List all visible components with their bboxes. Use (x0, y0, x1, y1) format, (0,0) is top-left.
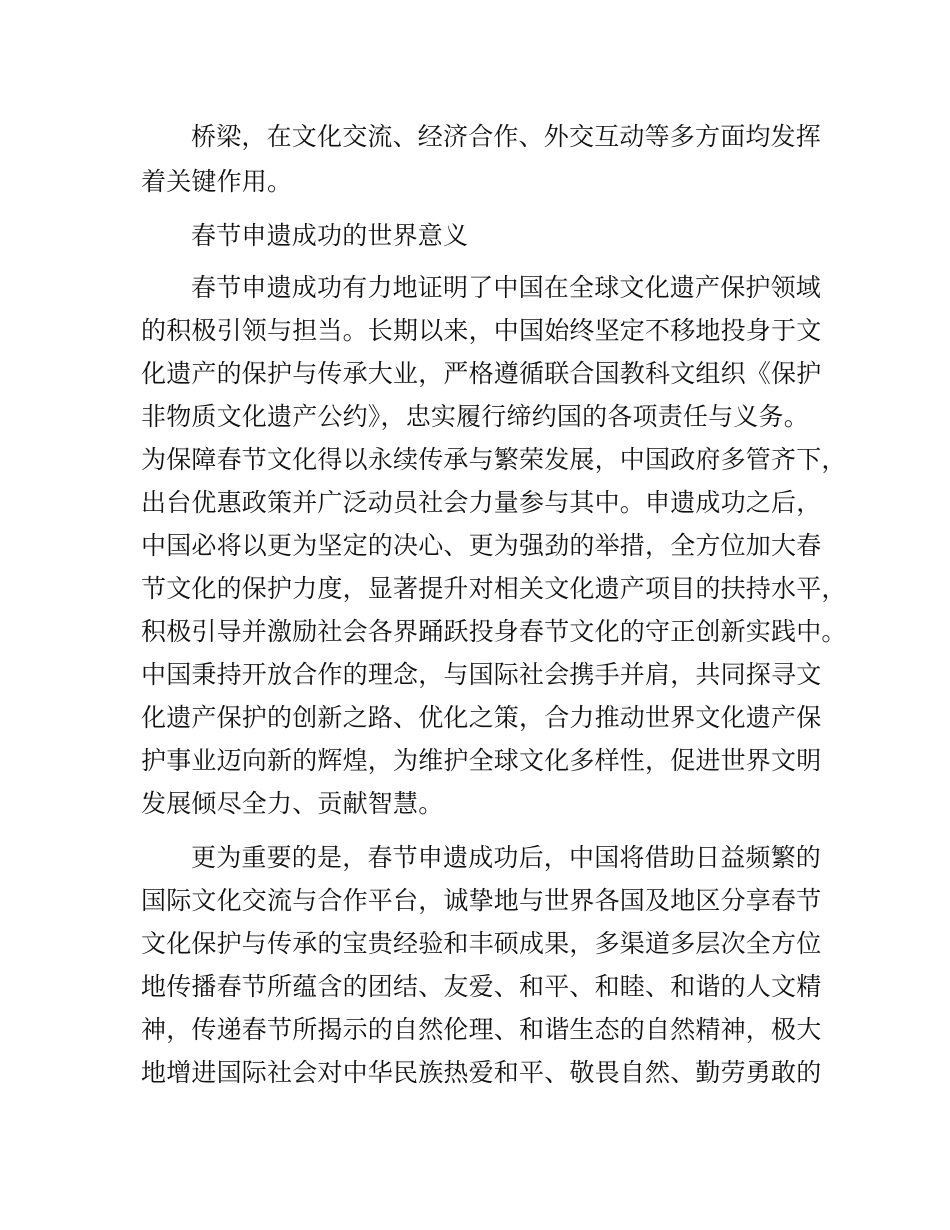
text-line: 地传播春节所蕴含的团结、友爱、和平、和睦、和谐的人文精 (141, 972, 822, 1001)
text-line: 中国必将以更为坚定的决心、更为强劲的举措，全方位加大春 (141, 531, 822, 560)
text-line: 发展倾尽全力、贡献智慧。 (141, 789, 444, 818)
text-line: 文化保护与传承的宝贵经验和丰硕成果，多渠道多层次全方位 (141, 929, 822, 958)
text-line: 的积极引领与担当。长期以来，中国始终坚定不移地投身于文 (141, 316, 822, 345)
text-line: 节文化的保护力度，显著提升对相关文化遗产项目的扶持水平， (141, 574, 847, 603)
text-line: 化遗产的保护与传承大业，严格遵循联合国教科文组织《保护 (141, 359, 822, 388)
text-line: 神，传递春节所揭示的自然伦理、和谐生态的自然精神，极大 (141, 1015, 822, 1044)
section-heading: 春节申遗成功的世界意义 (191, 221, 469, 250)
text-line: 非物质文化遗产公约》，忠实履行缔约国的各项责任与义务。 (141, 402, 809, 431)
text-line: 出台优惠政策并广泛动员社会力量参与其中。申遗成功之后， (141, 488, 822, 517)
text-line: 中国秉持开放合作的理念，与国际社会携手并肩，共同探寻文 (141, 660, 822, 689)
text-line: 积极引导并激励社会各界踊跃投身春节文化的守正创新实践中。 (141, 617, 847, 646)
text-line: 春节申遗成功有力地证明了中国在全球文化遗产保护领域 (191, 273, 822, 302)
text-line: 着关键作用。 (141, 167, 293, 196)
text-line: 护事业迈向新的辉煌，为维护全球文化多样性，促进世界文明 (141, 746, 822, 775)
text-line: 地增进国际社会对中华民族热爱和平、敬畏自然、勤劳勇敢的 (141, 1058, 822, 1087)
text-line: 桥梁，在文化交流、经济合作、外交互动等多方面均发挥 (191, 122, 822, 151)
text-line: 国际文化交流与合作平台，诚挚地与世界各国及地区分享春节 (141, 886, 822, 915)
text-line: 更为重要的是，春节申遗成功后，中国将借助日益频繁的 (191, 843, 822, 872)
text-line: 为保障春节文化得以永续传承与繁荣发展，中国政府多管齐下， (141, 445, 847, 474)
text-line: 化遗产保护的创新之路、优化之策，合力推动世界文化遗产保 (141, 703, 822, 732)
